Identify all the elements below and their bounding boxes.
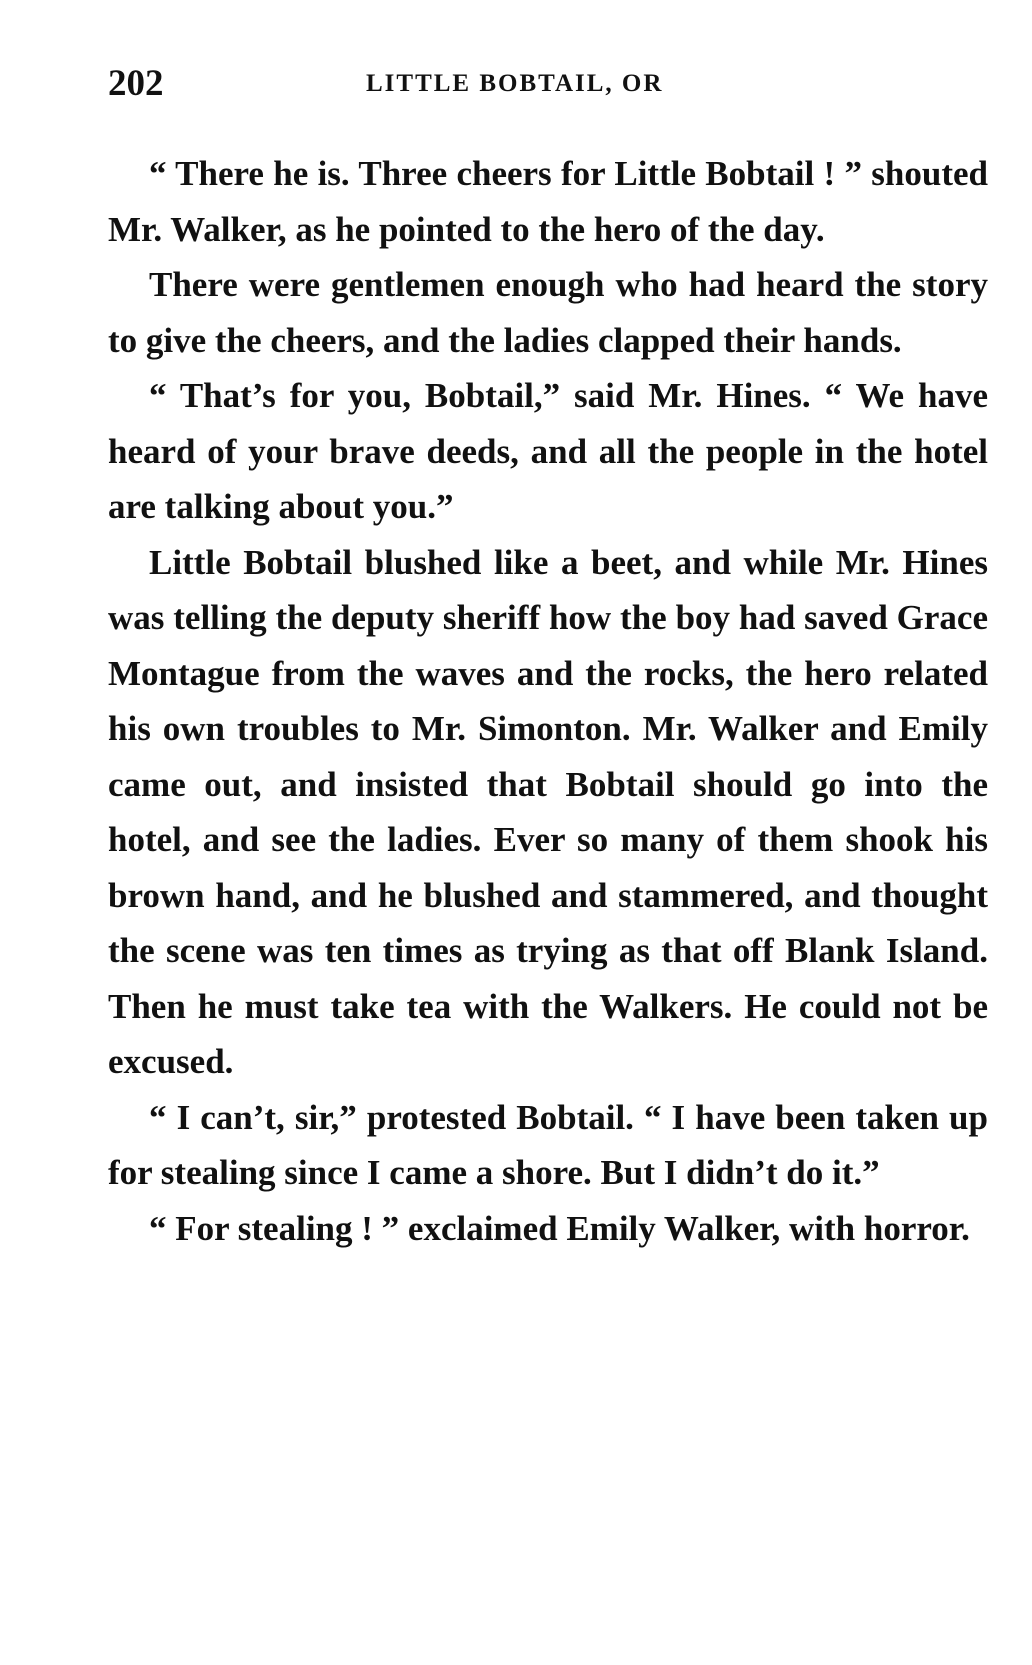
- running-head: [108, 62, 988, 112]
- paragraph: Little Bobtail blushed like a beet, and while Mr. Hines was telling the deputy sheriff how the boy had saved Grace Montague from the waves and the rocks, the hero related his own troubles to Mr. Simonton. Mr. Walker and Emily came out, and insisted that Bobtail should go into the hotel, and see the ladies. Ever so many of them shook his brown hand, and he blushed and stammered, and thought the scene was ten times as trying as that off Blank Island. Then he must take tea with the Walkers. He could not be excused.: [108, 542, 988, 1081]
- paragraph: “ There he is. Three cheers for Little Bobtail ! ” shouted Mr. Walker, as he pointed to the hero of the day.: [108, 154, 988, 249]
- body-text: [108, 146, 988, 1256]
- paragraph: “ That’s for you, Bobtail,” said Mr. Hines. “ We have heard of your brave deeds, and all the people in the hotel are talking about you.”: [108, 376, 988, 526]
- paragraph: “ For stealing ! ” exclaimed Emily Walker, with horror.: [149, 1208, 970, 1248]
- page-number: 202: [108, 63, 164, 104]
- running-title: LITTLE BOBTAIL, OR: [366, 70, 664, 97]
- paragraph: There were gentlemen enough who had heard the story to give the cheers, and the ladies clapped their hands.: [108, 265, 988, 360]
- paragraph: “ I can’t, sir,” protested Bobtail. “ I have been taken up for stealing since I came a shore. But I didn’t do it.”: [108, 1097, 988, 1192]
